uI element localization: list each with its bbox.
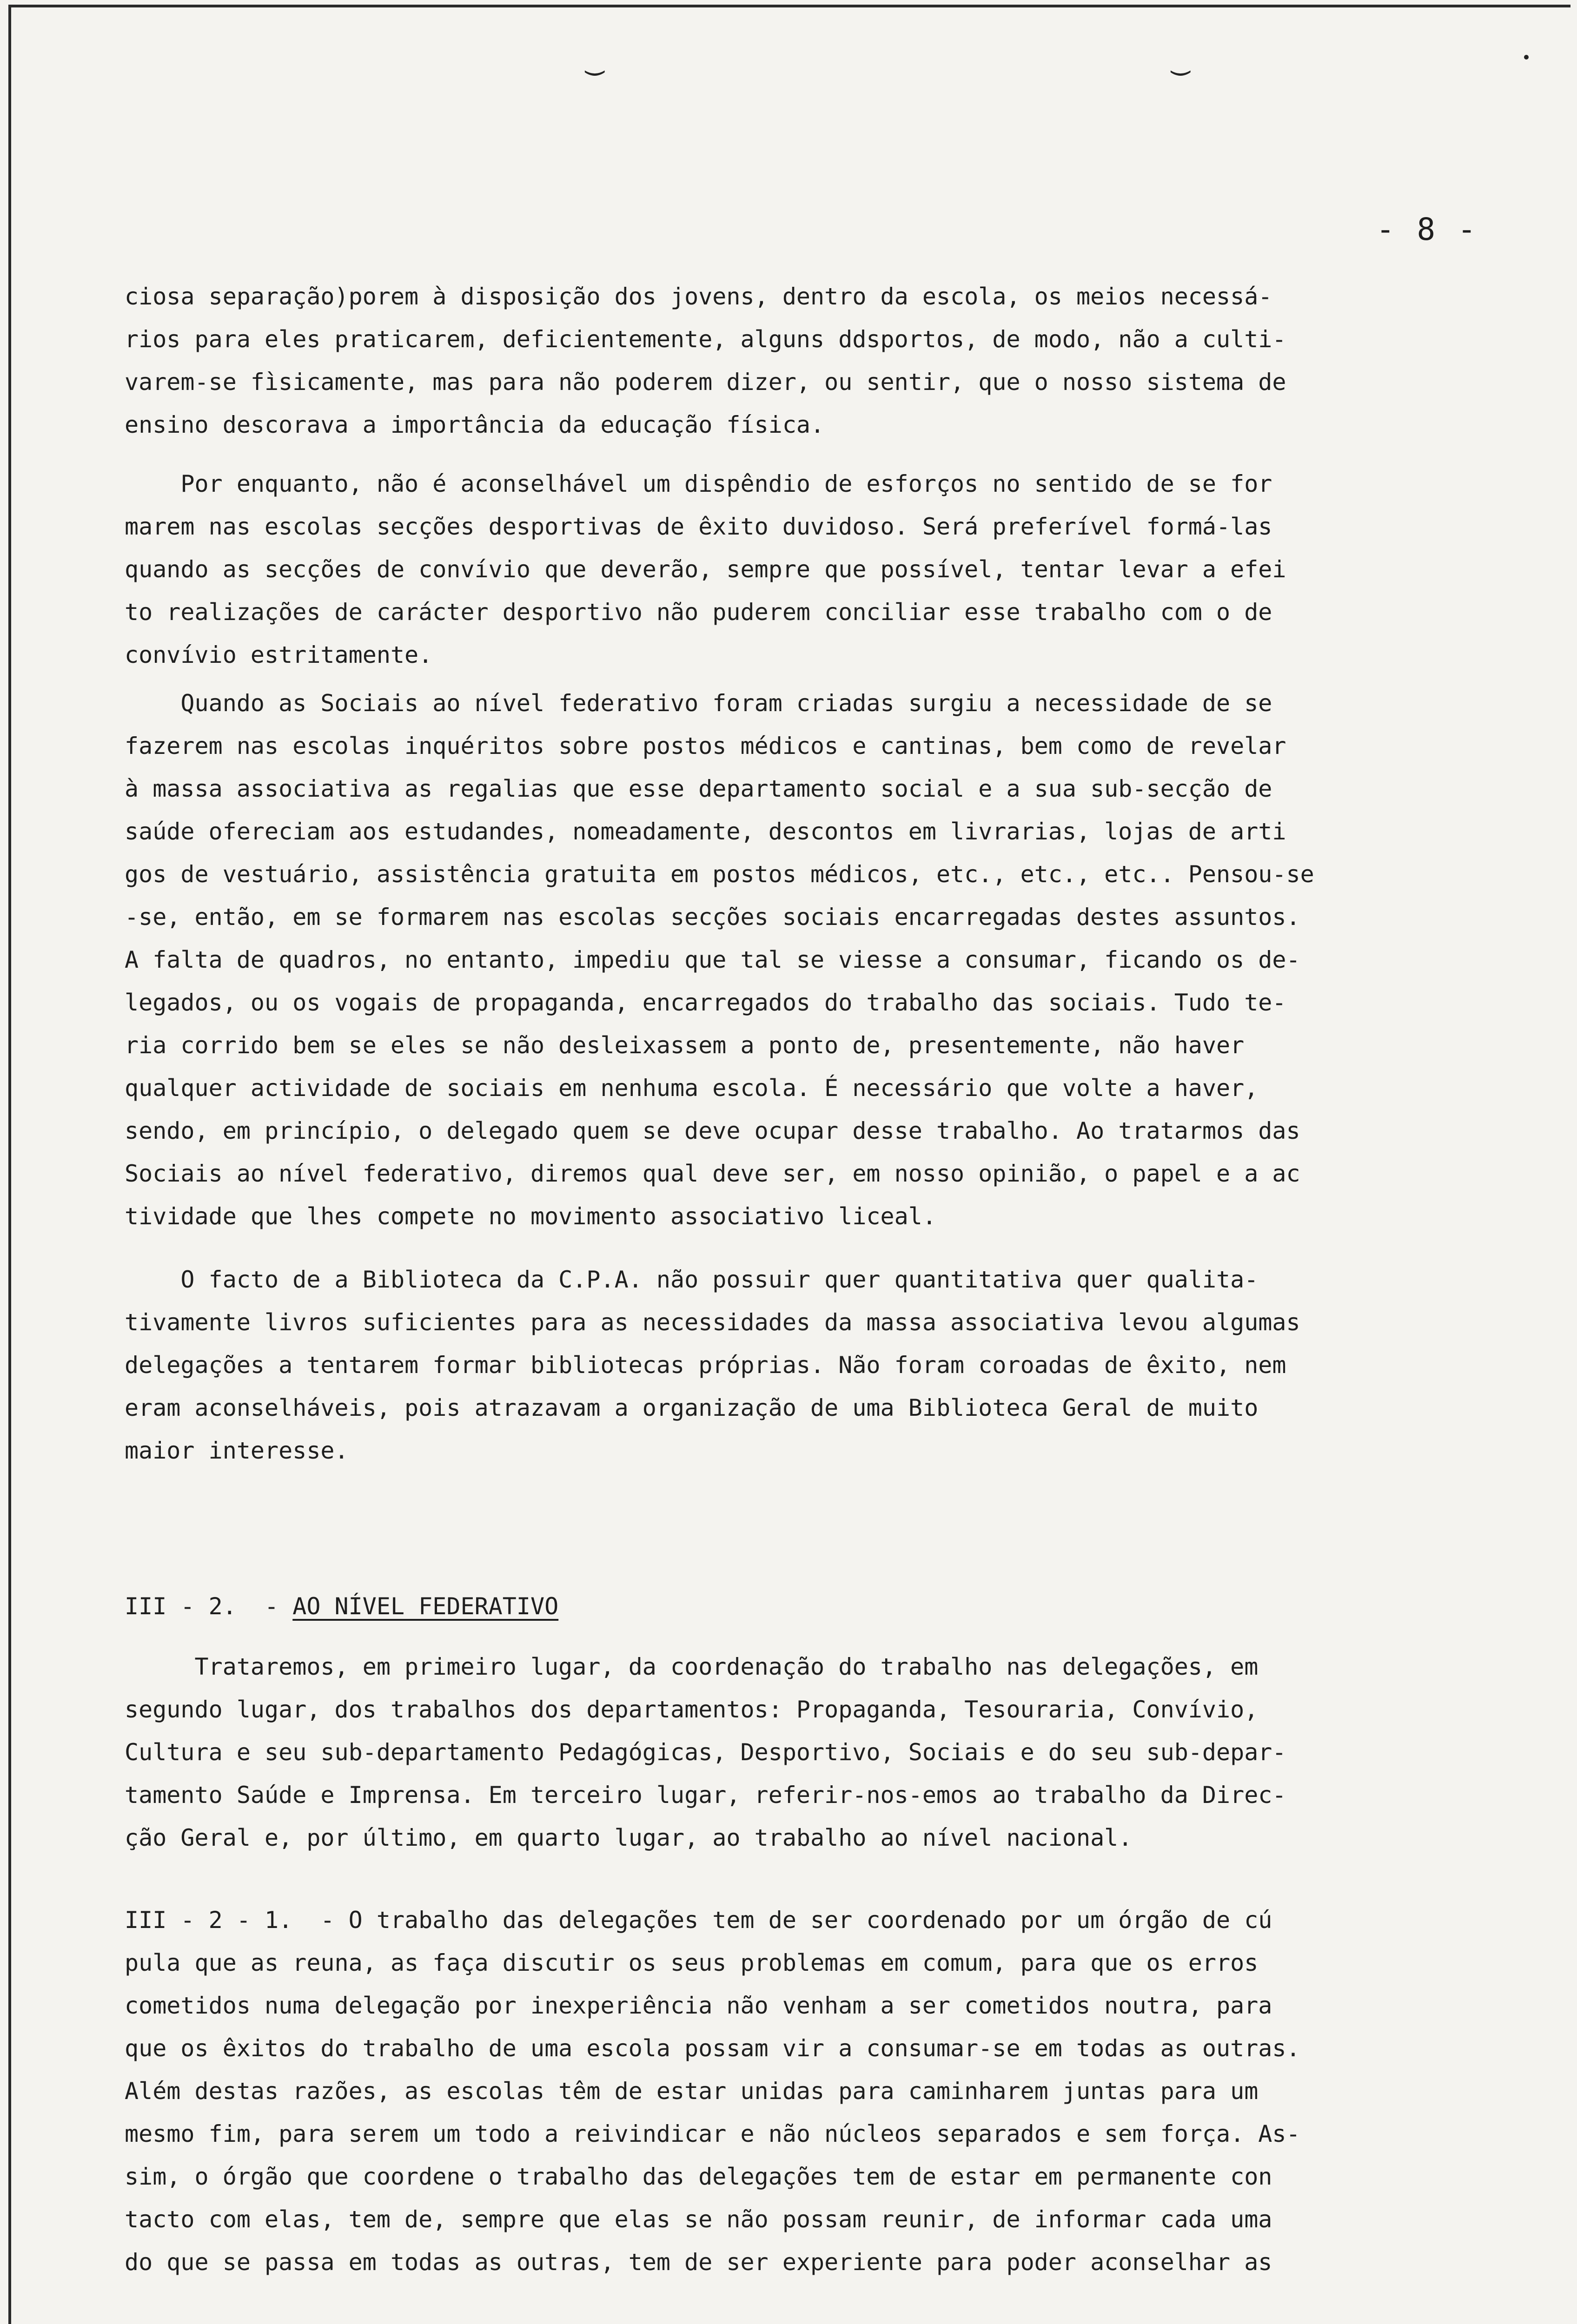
text-line: A falta de quadros, no entanto, impediu que tal se viesse a consumar, ficando os de- <box>125 946 1300 973</box>
text-line: convívio estritamente. <box>125 641 433 668</box>
text-line: delegações a tentarem formar bibliotecas próprias. Não foram coroadas de êxito, nem <box>125 1352 1286 1379</box>
caret-mark-left: ‿ <box>586 42 604 76</box>
text-line: III - 2 - 1. - O trabalho das delegações tem de ser coordenado por um órgão de cú <box>125 1907 1272 1934</box>
text-line: -se, então, em se formarem nas escolas secções sociais encarregadas destes assuntos. <box>125 904 1300 931</box>
text-line: varem-se fìsicamente, mas para não poderem dizer, ou sentir, que o nosso sistema de <box>125 369 1286 396</box>
text-line: ção Geral e, por último, em quarto lugar, ao trabalho ao nível nacional. <box>125 1824 1133 1851</box>
paragraph-3 <box>125 682 1314 1238</box>
corner-dot <box>1524 55 1529 59</box>
text-line: tacto com elas, tem de, sempre que elas se não possam reunir, de informar cada uma <box>125 2206 1272 2233</box>
text-line: Sociais ao nível federativo, diremos qual deve ser, em nosso opinião, o papel e a ac <box>125 1160 1300 1187</box>
text-line: maior interesse. <box>125 1437 349 1464</box>
text-line: Além destas razões, as escolas têm de estar unidas para caminharem juntas para um <box>125 2078 1259 2105</box>
text-line: legados, ou os vogais de propaganda, encarregados do trabalho das sociais. Tudo te- <box>125 989 1286 1016</box>
section-paragraph <box>125 1645 1286 1859</box>
text-line: marem nas escolas secções desportivas de êxito duvidoso. Será preferível formá-las <box>125 513 1272 540</box>
text-line: eram aconselháveis, pois atrazavam a organização de uma Biblioteca Geral de muito <box>125 1394 1259 1421</box>
text-line: tividade que lhes compete no movimento associativo liceal. <box>125 1203 936 1230</box>
text-line: que os êxitos do trabalho de uma escola possam vir a consumar-se em todas as outras. <box>125 2035 1300 2062</box>
section-heading <box>125 1585 558 1628</box>
text-line: to realizações de carácter desportivo não puderem conciliar esse trabalho com o de <box>125 599 1272 626</box>
text-line: pula que as reuna, as faça discutir os seus problemas em comum, para que os erros <box>125 1949 1259 1976</box>
paragraph-4 <box>125 1258 1300 1472</box>
text-line: ciosa separação)porem à disposição dos jovens, dentro da escola, os meios necessá- <box>125 283 1272 310</box>
text-line: segundo lugar, dos trabalhos dos departamentos: Propaganda, Tesouraria, Convívio, <box>125 1696 1259 1723</box>
text-line: Cultura e seu sub-departamento Pedagógicas, Desportivo, Sociais e do seu sub-depar- <box>125 1739 1286 1766</box>
page-border-top <box>8 5 1570 7</box>
text-line: tivamente livros suficientes para as necessidades da massa associativa levou algumas <box>125 1309 1300 1336</box>
page-border-left <box>8 5 11 2324</box>
text-line: mesmo fim, para serem um todo a reivindicar e não núcleos separados e sem força. As- <box>125 2120 1300 2147</box>
paragraph-2 <box>125 462 1286 676</box>
text-line: saúde ofereciam aos estudandes, nomeadamente, descontos em livrarias, lojas de arti <box>125 818 1286 845</box>
caret-mark-right: ‿ <box>1172 42 1190 76</box>
text-line: Quando as Sociais ao nível federativo foram criadas surgiu a necessidade de se <box>125 690 1272 717</box>
text-line: quando as secções de convívio que deverão, sempre que possível, tentar levar a efei <box>125 556 1286 583</box>
section-number: III - 2. - <box>125 1593 293 1620</box>
text-line: gos de vestuário, assistência gratuita em postos médicos, etc., etc., etc.. Pensou-se <box>125 861 1314 888</box>
text-line: Por enquanto, não é aconselhável um dispêndio de esforços no sentido de se for <box>125 470 1272 497</box>
paragraph-1 <box>125 275 1286 446</box>
text-line: sim, o órgão que coordene o trabalho das delegações tem de estar em permanente con <box>125 2163 1272 2190</box>
page-number: - 8 - <box>1376 211 1478 247</box>
section-title: AO NÍVEL FEDERATIVO <box>292 1593 559 1620</box>
text-line: tamento Saúde e Imprensa. Em terceiro lugar, referir-nos-emos ao trabalho da Direc- <box>125 1782 1286 1809</box>
text-line: ensino descorava a importância da educação física. <box>125 411 825 438</box>
text-line: rios para eles praticarem, deficientemente, alguns ddsportos, de modo, não a culti- <box>125 326 1286 353</box>
text-line: do que se passa em todas as outras, tem de ser experiente para poder aconselhar as <box>125 2249 1272 2276</box>
text-line: ria corrido bem se eles se não desleixassem a ponto de, presentemente, não haver <box>125 1032 1245 1059</box>
text-line: O facto de a Biblioteca da C.P.A. não possuir quer quantitativa quer qualita- <box>125 1266 1259 1293</box>
text-line: cometidos numa delegação por inexperiência não venham a ser cometidos noutra, para <box>125 1992 1272 2019</box>
text-line: Trataremos, em primeiro lugar, da coordenação do trabalho nas delegações, em <box>125 1653 1259 1680</box>
subsection-paragraph <box>125 1899 1300 2284</box>
text-line: sendo, em princípio, o delegado quem se deve ocupar desse trabalho. Ao tratarmos das <box>125 1117 1300 1144</box>
text-line: fazerem nas escolas inquéritos sobre postos médicos e cantinas, bem como de revelar <box>125 733 1286 759</box>
text-line: à massa associativa as regalias que esse departamento social e a sua sub-secção de <box>125 775 1272 802</box>
text-line: qualquer actividade de sociais em nenhuma escola. É necessário que volte a haver, <box>125 1075 1259 1102</box>
